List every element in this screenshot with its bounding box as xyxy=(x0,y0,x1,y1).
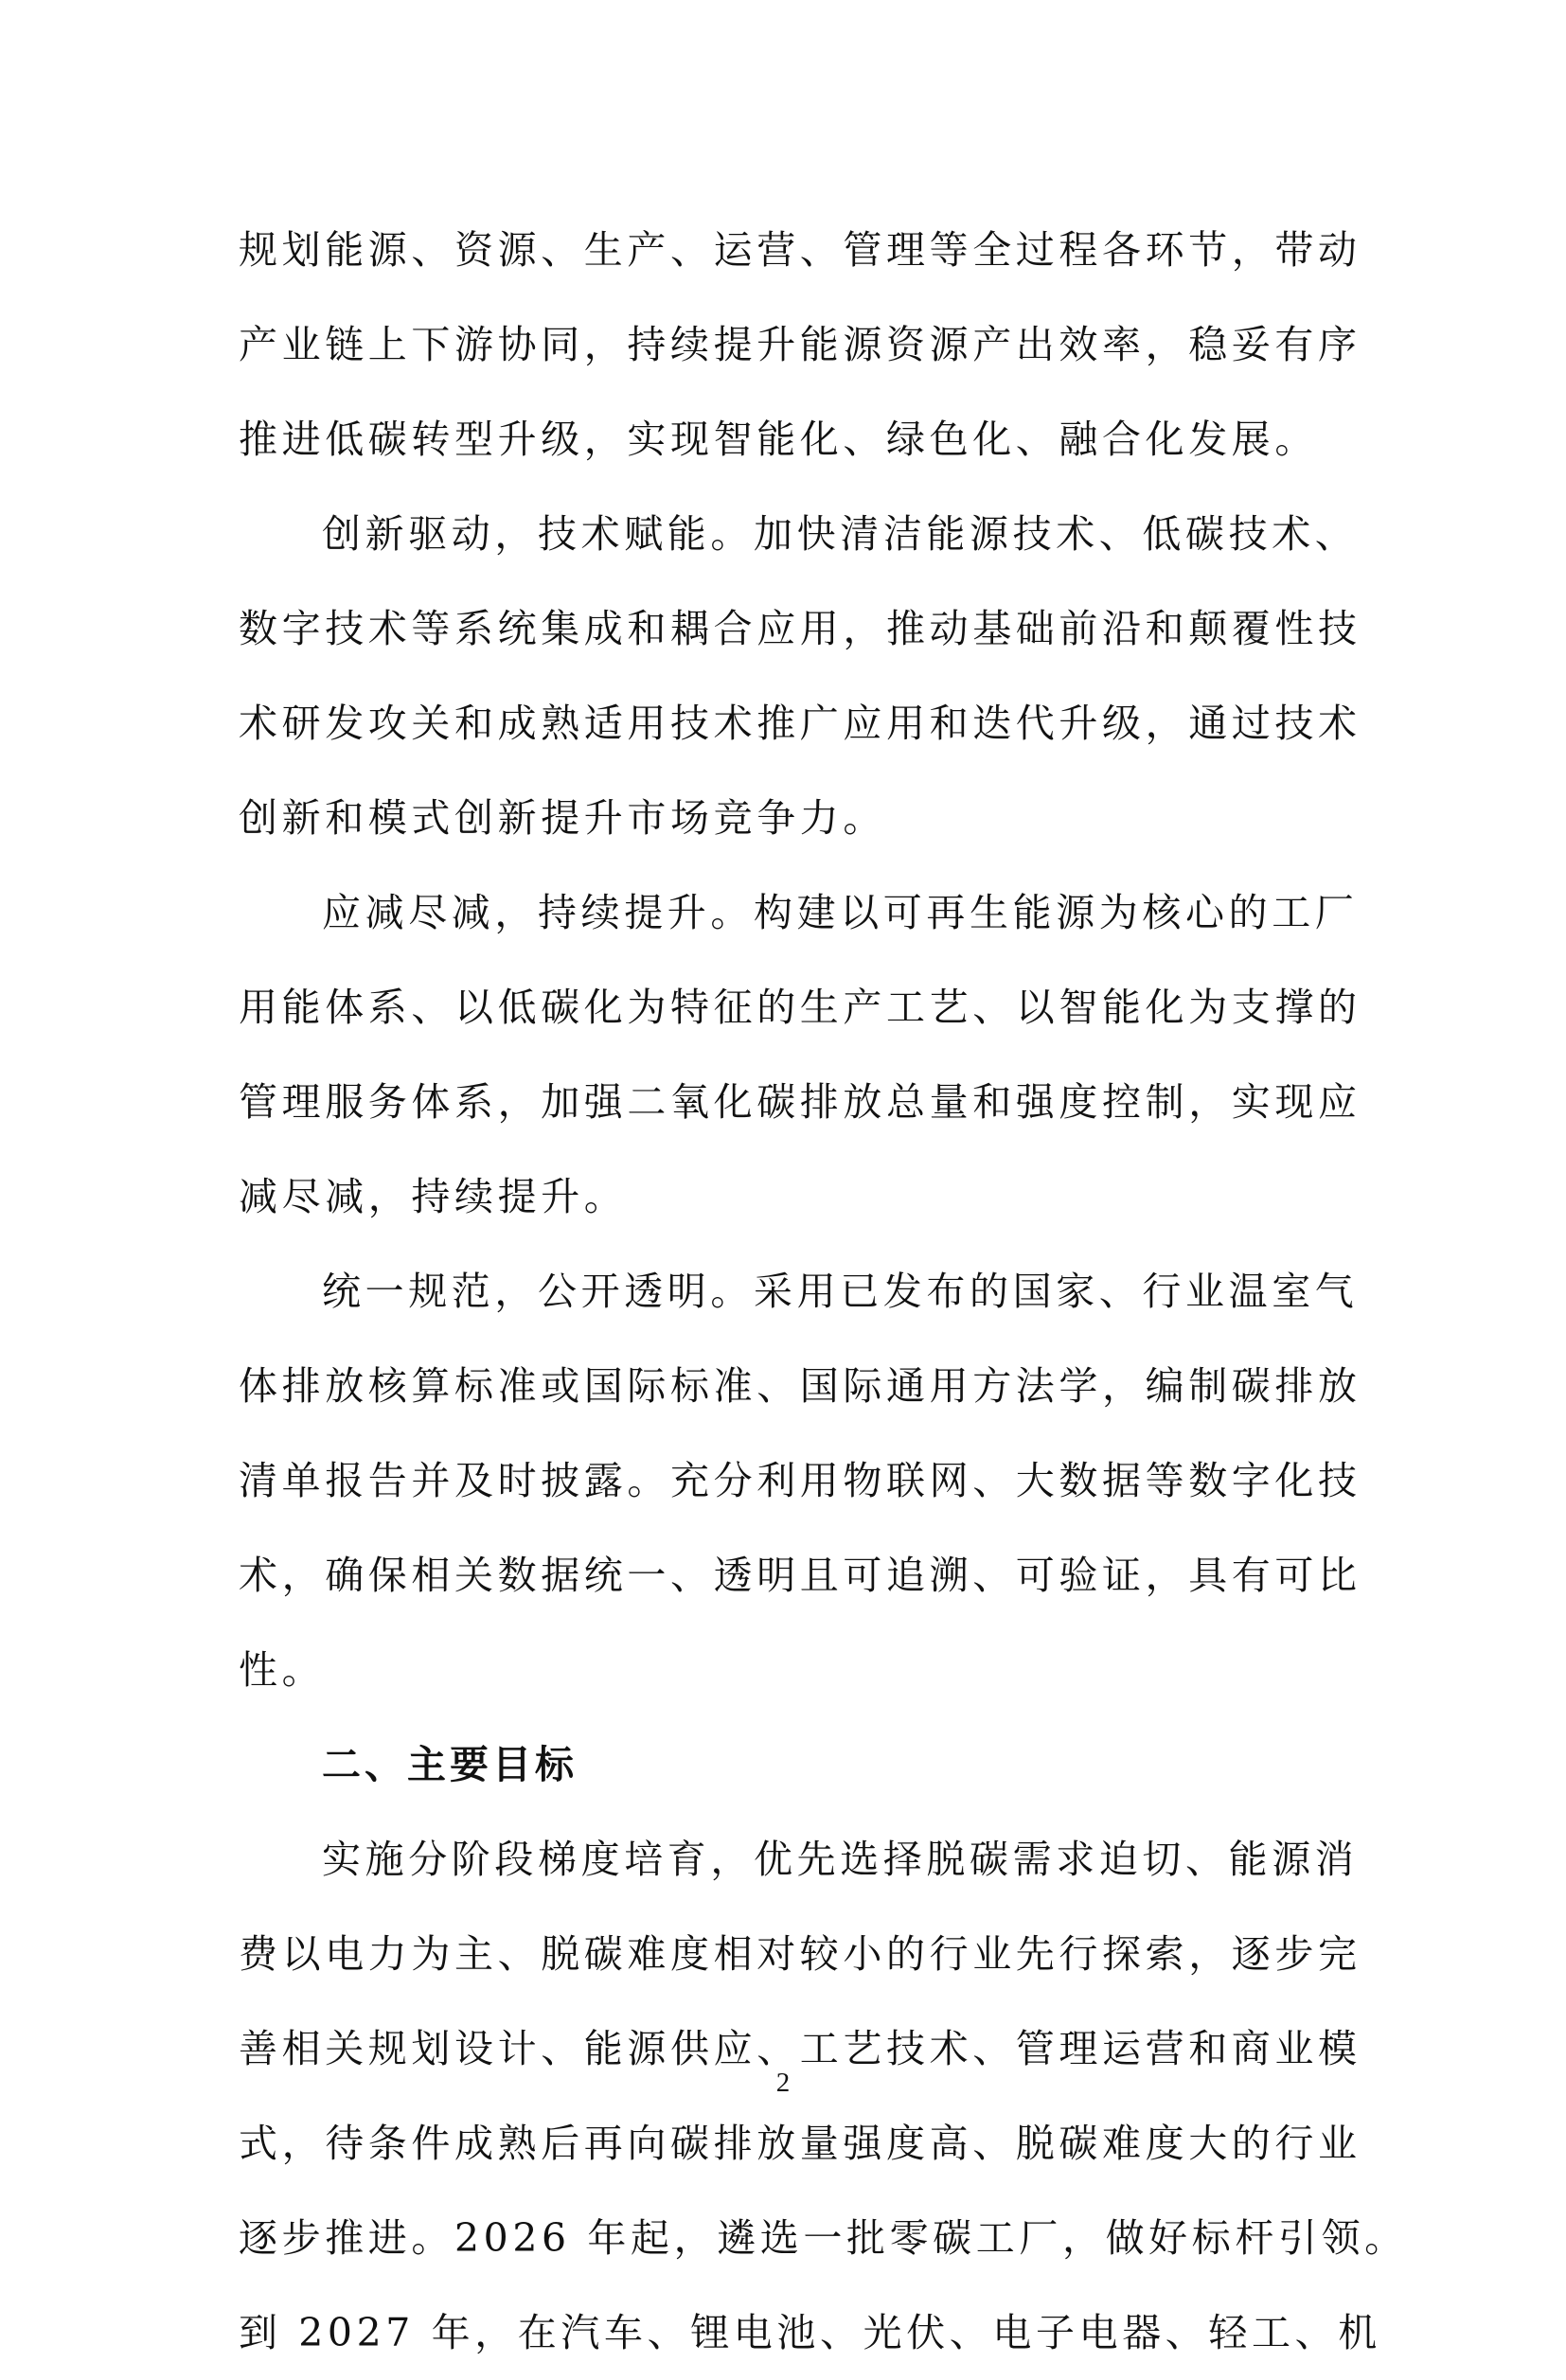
text-line: 逐步推进。2026 年起，遴选一批零碳工厂，做好标杆引领。 xyxy=(239,2215,1408,2261)
paragraph-innovation xyxy=(239,487,1361,865)
text-line: 式，待条件成熟后再向碳排放量强度高、脱碳难度大的行业 xyxy=(239,2121,1361,2166)
document-body xyxy=(239,203,1408,2380)
text-line: 推进低碳转型升级，实现智能化、绿色化、融合化发展。 xyxy=(239,417,1318,462)
text-line: 应减尽减，持续提升。构建以可再生能源为核心的工厂 xyxy=(322,890,1359,935)
text-line: 减尽减，持续提升。 xyxy=(239,1174,628,1219)
text-line: 用能体系、以低碳化为特征的生产工艺、以智能化为支撑的 xyxy=(239,985,1361,1030)
paragraph-reduction xyxy=(239,865,1361,1244)
text-line: 产业链上下游协同，持续提升能源资源产出效率，稳妥有序 xyxy=(239,322,1361,367)
text-line: 费以电力为主、脱碳难度相对较小的行业先行探索，逐步完 xyxy=(239,1931,1361,1977)
text-line: 清单报告并及时披露。充分利用物联网、大数据等数字化技 xyxy=(239,1458,1361,1503)
text-line: 管理服务体系，加强二氧化碳排放总量和强度控制，实现应 xyxy=(239,1079,1361,1125)
text-line: 统一规范，公开透明。采用已发布的国家、行业温室气 xyxy=(322,1269,1359,1314)
page-number: 2 xyxy=(775,2068,791,2098)
text-line: 术，确保相关数据统一、透明且可追溯、可验证，具有可比 xyxy=(239,1553,1361,1598)
section-heading: 二、主要目标 xyxy=(322,1742,578,1787)
text-line: 数字技术等系统集成和耦合应用，推动基础前沿和颠覆性技 xyxy=(239,606,1361,651)
text-line: 体排放核算标准或国际标准、国际通用方法学，编制碳排放 xyxy=(239,1363,1361,1409)
text-line: 实施分阶段梯度培育，优先选择脱碳需求迫切、能源消 xyxy=(322,1837,1359,1882)
text-line: 创新驱动，技术赋能。加快清洁能源技术、低碳技术、 xyxy=(322,511,1359,557)
paragraph-continued xyxy=(239,203,1361,487)
text-line: 规划能源、资源、生产、运营、管理等全过程各环节，带动 xyxy=(239,227,1361,273)
text-line: 创新和模式创新提升市场竞争力。 xyxy=(239,795,886,841)
text-line: 善相关规划设计、能源供应、工艺技术、管理运营和商业模 xyxy=(239,2026,1361,2071)
text-line: 到 2027 年，在汽车、锂电池、光伏、电子电器、轻工、机 xyxy=(239,2310,1381,2355)
text-line: 性。 xyxy=(239,1647,326,1693)
paragraph-standards xyxy=(239,1244,1361,1717)
text-line: 术研发攻关和成熟适用技术推广应用和迭代升级，通过技术 xyxy=(239,701,1361,746)
